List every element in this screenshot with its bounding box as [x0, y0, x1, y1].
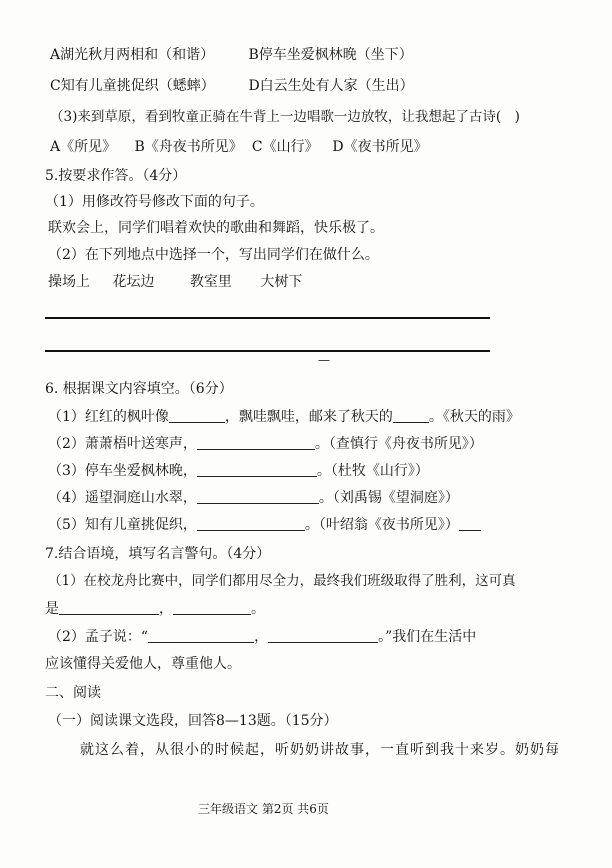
- reading-passage: 就这么着，从很小的时候起，听奶奶讲故事，一直听到我十来岁。奶奶每: [80, 742, 560, 758]
- fill-blank[interactable]: [169, 408, 225, 423]
- q6-l3-part-a: （3）停车坐爱枫林晚，: [48, 463, 197, 479]
- reading-subtitle: （一）阅读课文选段，回答8—13题。（15分）: [48, 713, 338, 729]
- q7-comma: ，: [254, 629, 269, 645]
- place-1: 操场上: [48, 274, 90, 290]
- fill-blank[interactable]: [173, 600, 251, 615]
- q6-title: 6. 根据课文内容填空。（6分）: [45, 381, 233, 397]
- q7-s2-part-a: （2）孟子说：“: [48, 629, 149, 645]
- option-c: C知有儿童挑促织（蟋蟀）: [50, 78, 215, 94]
- option-b: B《舟夜书所见》: [134, 139, 243, 155]
- place-3: 教室里: [189, 274, 232, 290]
- q6-l2-part-a: （2）萧萧梧叶送寒声，: [48, 436, 197, 452]
- fill-blank[interactable]: [197, 489, 319, 504]
- q7-s1-line-b: [45, 600, 265, 618]
- place-2: 花坛边: [112, 274, 155, 290]
- q7-s1-line-a: （1）在校龙舟比赛中，同学们都用尽全力，最终我们班级取得了胜利，这可真: [48, 573, 516, 589]
- option-d: D《夜书所见》: [332, 139, 428, 155]
- q6-l2-part-b: 。（查慎行《舟夜书所见》）: [314, 436, 483, 452]
- q7-comma: ，: [159, 601, 173, 617]
- q6-line-5: [48, 516, 481, 534]
- q7-s2-line-b: 应该懂得关爱他人，尊重他人。: [45, 656, 241, 672]
- option-b: B停车坐爱枫林晚（坐下）: [248, 47, 413, 63]
- answer-line-2: [45, 350, 490, 352]
- fill-blank[interactable]: [197, 435, 315, 450]
- q6-l1-part-b: ，飘哇飘哇，邮来了秋天的: [224, 409, 393, 425]
- q5-sub1: （1）用修改符号修改下面的句子。: [45, 194, 264, 210]
- page-footer: 三年级语文 第2页 共6页: [198, 802, 329, 816]
- fill-blank[interactable]: [197, 462, 317, 477]
- option-c: C《山行》: [251, 139, 319, 155]
- q7-s2-line-a: [48, 628, 476, 646]
- q6-l5-part-a: （5）知有儿童挑促织，: [48, 517, 197, 533]
- section-2-title: 二、阅读: [45, 685, 101, 701]
- q4-sub3-options: [50, 138, 428, 156]
- q4-option-row-1: [50, 46, 413, 64]
- q7-s1-prefix: 是: [45, 601, 59, 617]
- q5-places: [48, 273, 302, 291]
- q4-option-row-2: [50, 77, 414, 95]
- q5-sentence: 联欢会上，同学们唱着欢快的歌曲和舞蹈，快乐极了。: [48, 220, 384, 236]
- answer-line-1: [45, 317, 490, 319]
- q6-l5-part-b: 。（叶绍翁《夜书所见》）: [304, 517, 459, 533]
- fill-blank[interactable]: [59, 600, 159, 615]
- fill-blank[interactable]: [393, 408, 429, 423]
- place-4: 大树下: [260, 274, 303, 290]
- trailing-underline: [459, 516, 481, 531]
- fill-blank[interactable]: [197, 516, 305, 531]
- stray-mark: —: [318, 353, 330, 367]
- fill-blank[interactable]: [268, 628, 378, 643]
- fill-blank[interactable]: [148, 628, 254, 643]
- q6-l3-part-b: 。（杜牧《山行》）: [316, 463, 429, 479]
- q6-l4-part-b: 。（刘禹锡《望洞庭》）: [318, 490, 459, 506]
- q6-line-3: [48, 462, 429, 480]
- q6-l1-part-a: （1）红红的枫叶像: [48, 409, 169, 425]
- q6-line-2: [48, 435, 483, 453]
- q7-s2-part-b: 。”我们在生活中: [378, 629, 477, 645]
- option-a: A《所见》: [50, 139, 117, 155]
- q6-line-4: [48, 489, 459, 507]
- q6-line-1: [48, 408, 520, 426]
- q5-sub2: （2）在下列地点中选择一个，写出同学们在做什么。: [48, 247, 379, 263]
- option-d: D白云生处有人家（生出）: [248, 78, 414, 94]
- q5-title: 5.按要求作答。（4分）: [45, 168, 187, 184]
- q6-l4-part-a: （4）遥望洞庭山水翠，: [48, 490, 197, 506]
- option-a: A湖光秋月两相和（和谐）: [50, 47, 215, 63]
- q7-period: 。: [251, 601, 265, 617]
- q7-title: 7.结合语境，填写名言警句。（4分）: [45, 546, 271, 562]
- q4-sub3-prompt: （3)来到草原，看到牧童正骑在牛背上一边唱歌一边放牧，让我想起了古诗( ): [50, 109, 520, 125]
- q6-l1-part-c: 。《秋天的雨》: [428, 409, 520, 425]
